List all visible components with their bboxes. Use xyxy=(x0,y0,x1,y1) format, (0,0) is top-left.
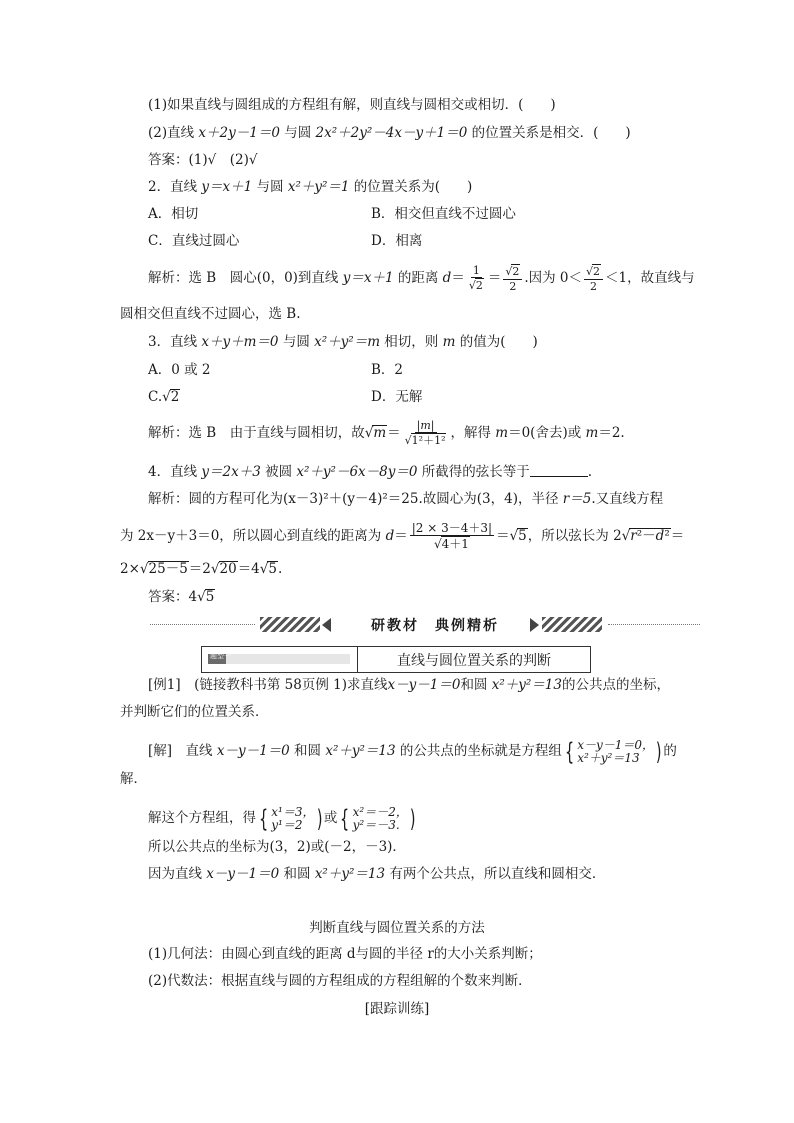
q2-option-c: C．直线过圆心 xyxy=(148,233,240,249)
q1-answer: 答案：(1)√ (2)√ xyxy=(148,152,258,168)
section-banner-title: 研教材 典例精析 xyxy=(371,618,499,634)
common-points: 所以公共点的坐标为(3，2)或(－2，－3)． xyxy=(148,839,406,855)
q4-stem: 4．直线 y＝2x＋3 被圆 x²＋y²－6x－8y＝0 所截得的弦长等于 . xyxy=(148,464,593,480)
q2-option-a: A．相切 xyxy=(148,206,199,222)
method-geometric: (1)几何法：由圆心到直线的距离 d与圆的半径 r的大小关系判断； xyxy=(148,946,542,962)
fraction-sqrt2-over-2-b: $\frac{√2}{2}$ xyxy=(584,264,603,293)
q1-item1: (1)如果直线与圆组成的方程组有解，则直线与圆相交或相切．( ) xyxy=(148,97,556,113)
q4-analysis-line2: 为 2x－y＋3＝0，所以圆心到直线的距离为 d＝ $\frac{|2 \times 3-4+3|}{√4+1}$ ＝√5，所以弦长为 2√r²－d²＝ xyxy=(120,521,685,551)
example-solution-line2: 解． xyxy=(120,771,147,787)
q4-answer: 答案：4√5 xyxy=(148,589,215,605)
q3-option-a: A．0 或 2 xyxy=(148,362,211,378)
q2-stem: 2．直线 y＝x＋1 与圆 x²＋y²＝1 的位置关系为( ) xyxy=(148,179,473,195)
q2-option-d: D．相离 xyxy=(371,233,423,249)
q3-option-b: B．2 xyxy=(371,362,404,378)
q3-stem: 3．直线 x＋y＋m＝0 与圆 x²＋y²＝m 相切，则 m 的值为( ) xyxy=(148,334,538,350)
q4-analysis-line3: 2×√25－5＝2√20＝4√5. xyxy=(120,561,283,577)
topic-title: 直线与圆位置关系的判断 xyxy=(397,653,551,669)
method-title: 判断直线与圆位置关系的方法 xyxy=(309,920,485,936)
solve-system: 解这个方程组，得 { x¹＝3， y¹＝2 ) 或 { x²＝－2， y²＝－3. ) xyxy=(148,804,416,833)
topic-header-box xyxy=(201,646,591,673)
example-solution: [解] 直线 x－y－1＝0 和圆 x²＋y²＝13 的公共点的坐标就是方程组 { x－y－1＝0， x²＋y²＝13 ) 的 xyxy=(148,737,677,766)
topic-tag: 题型一 xyxy=(208,654,350,664)
followup-label: [跟踪训练] xyxy=(364,1001,430,1017)
example-statement-line2: 并判断它们的位置关系． xyxy=(120,704,269,720)
conclusion: 因为直线 x－y－1＝0 和圆 x²＋y²＝13 有两个公共点，所以直线和圆相交． xyxy=(148,866,606,882)
q3-analysis: 解析：选 B 由于直线与圆相切，故√m＝ $\frac{|m|}{\text{√1²＋1²}}$ ，解得 m＝0(舍去)或 m＝2. xyxy=(148,419,625,447)
method-algebraic: (2)代数法：根据直线与圆的方程组成的方程组解的个数来判断． xyxy=(148,973,532,989)
fraction-sqrt2-over-2: $\frac{√2}{2}$ xyxy=(503,264,522,293)
answer-blank xyxy=(530,464,588,477)
fraction-abs-m-over-sqrt: $\frac{|m|}{\text{√1²＋1²}}$ xyxy=(404,419,446,447)
solution-1: { x¹＝3， y¹＝2 ) xyxy=(259,804,322,833)
section-banner xyxy=(150,614,700,636)
q3-option-c: C.√2 xyxy=(148,389,180,405)
solution-2: { x²＝－2， y²＝－3. ) xyxy=(340,804,416,833)
q2-option-b: B．相交但直线不过圆心 xyxy=(371,206,516,222)
q2-analysis-line2: 圆相交但直线不过圆心，选 B. xyxy=(120,306,301,322)
fraction-1-over-sqrt2: $\frac{1}{√2}$ xyxy=(468,264,483,292)
q2-analysis: 解析：选 B 圆心(0，0)到直线 y＝x＋1 的距离 d＝ $\frac{1}{√2}$ ＝ $\frac{√2}{2}$ .因为 0＜ $\frac{√2}{2}$ ＜1，故直线与 xyxy=(148,264,695,293)
q4-analysis: 解析：圆的方程可化为(x－3)²＋(y－4)²＝25.故圆心为(3，4)，半径 r＝5.又直线方程 xyxy=(148,491,664,507)
q1-item2: (2)直线 x＋2y－1＝0 与圆 2x²＋2y²－4x－y＋1＝0 的位置关系是相交．( ) xyxy=(148,125,631,141)
q3-option-d: D．无解 xyxy=(371,389,423,405)
distance-fraction: $\frac{|2 \times 3-4+3|}{√4+1}$ xyxy=(411,521,493,551)
example-statement: [例1] (链接教科书第 58页例 1)求直线x－y－1＝0和圆 x²＋y²＝13的公共点的坐标， xyxy=(148,677,670,693)
equation-system: { x－y－1＝0， x²＋y²＝13 ) xyxy=(564,737,662,766)
